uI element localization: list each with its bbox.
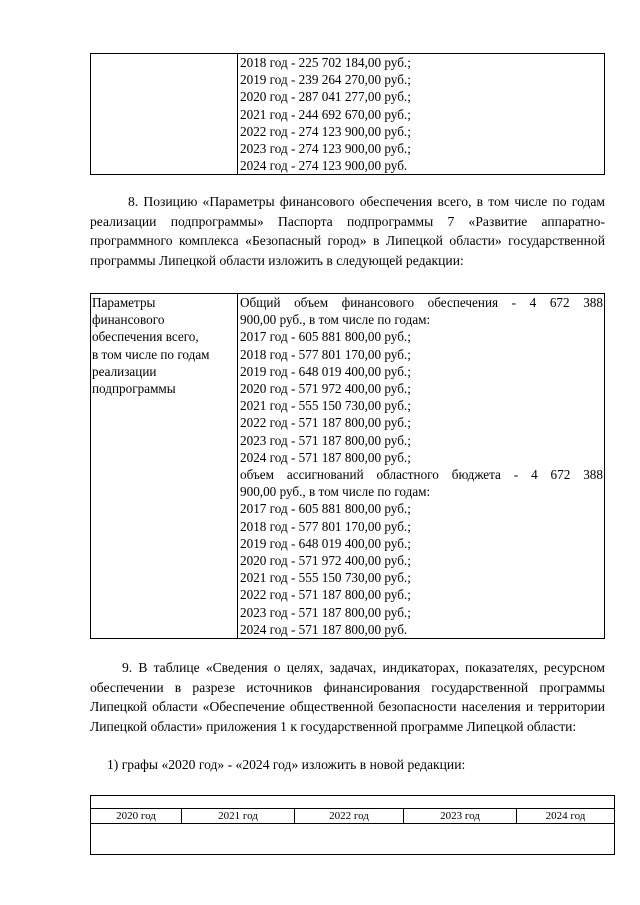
years-table: [90, 795, 615, 855]
total-line: 2023 год - 571 187 800,00 руб.;: [240, 432, 411, 448]
funding-line: 2018 год - 225 702 184,00 руб.;: [240, 55, 411, 70]
funding-line: 2020 год - 287 041 277,00 руб.;: [240, 89, 411, 105]
label-line: в том числе по годам: [92, 346, 210, 362]
total-funding-heading-cont: 900,00 руб., в том числе по годам:: [240, 312, 431, 328]
budget-line: 2022 год - 571 187 800,00 руб.;: [240, 587, 411, 603]
col-2021: 2021 год: [182, 809, 295, 824]
funding-table-continued: [90, 53, 605, 175]
funding-line: 2023 год - 274 123 900,00 руб.;: [240, 141, 411, 157]
subprogram-funding-table: [90, 293, 605, 639]
budget-line: 2021 год - 555 150 730,00 руб.;: [240, 570, 411, 586]
col-2023: 2023 год: [404, 809, 517, 824]
budget-heading: объем ассигнований областного бюджета - 4 672 388: [240, 467, 603, 483]
paragraph-8: 8. Позицию «Параметры финансового обеспечения всего, в том числе по годам реализации подпрограммы» Паспорта подпрограммы 7 «Развитие аппаратно-программного комплекса «Безопасный город» в Липецкой области» государственной программы Липецкой области изложить в следующей редакции:: [90, 194, 605, 268]
total-line: 2019 год - 648 019 400,00 руб.;: [240, 363, 411, 379]
funding-years-cell: [238, 54, 605, 175]
item-1: 1) графы «2020 год» - «2024 год» изложить в новой редакции:: [107, 757, 466, 772]
total-line: 2021 год - 555 150 730,00 руб.;: [240, 398, 411, 414]
col-2020: 2020 год: [91, 809, 182, 824]
label-line: подпрограммы: [92, 381, 176, 397]
funding-values-cell: [238, 294, 605, 639]
label-line: Параметры: [92, 295, 156, 310]
empty-label-cell: [91, 54, 238, 175]
label-line: обеспечения всего,: [92, 329, 199, 345]
years-header-band: [91, 796, 615, 809]
budget-line: 2023 год - 571 187 800,00 руб.;: [240, 604, 411, 620]
paragraph-9: 9. В таблице «Сведения о целях, задачах, индикаторах, показателях, ресурсном обеспечении в разрезе источников финансирования государственной программы Липецкой области «Обеспечение общественной безопасности населения и территории Липецкой области» приложения 1 к государственной программе Липецкой области:: [90, 660, 605, 734]
funding-line: 2022 год - 274 123 900,00 руб.;: [240, 123, 411, 139]
budget-line: 2019 год - 648 019 400,00 руб.;: [240, 535, 411, 551]
label-line: финансового: [92, 312, 165, 328]
years-body-band: [91, 824, 615, 855]
funding-line: 2021 год - 244 692 670,00 руб.;: [240, 106, 411, 122]
budget-line: 2024 год - 571 187 800,00 руб.: [240, 621, 408, 637]
total-line: 2018 год - 577 801 170,00 руб.;: [240, 346, 411, 362]
budget-line: 2020 год - 571 972 400,00 руб.;: [240, 553, 411, 569]
total-funding-heading: Общий объем финансового обеспечения - 4 672 388: [240, 295, 603, 310]
col-2024: 2024 год: [517, 809, 615, 824]
budget-line: 2018 год - 577 801 170,00 руб.;: [240, 518, 411, 534]
total-line: 2017 год - 605 881 800,00 руб.;: [240, 329, 411, 345]
total-line: 2020 год - 571 972 400,00 руб.;: [240, 381, 411, 397]
total-line: 2022 год - 571 187 800,00 руб.;: [240, 415, 411, 431]
budget-line: 2017 год - 605 881 800,00 руб.;: [240, 501, 411, 517]
parameter-label-cell: [91, 294, 238, 639]
budget-heading-cont: 900,00 руб., в том числе по годам:: [240, 484, 431, 500]
label-line: реализации: [92, 363, 157, 379]
funding-line: 2019 год - 239 264 270,00 руб.;: [240, 72, 411, 88]
col-2022: 2022 год: [295, 809, 404, 824]
funding-line: 2024 год - 274 123 900,00 руб.: [240, 158, 408, 174]
total-line: 2024 год - 571 187 800,00 руб.;: [240, 449, 411, 465]
